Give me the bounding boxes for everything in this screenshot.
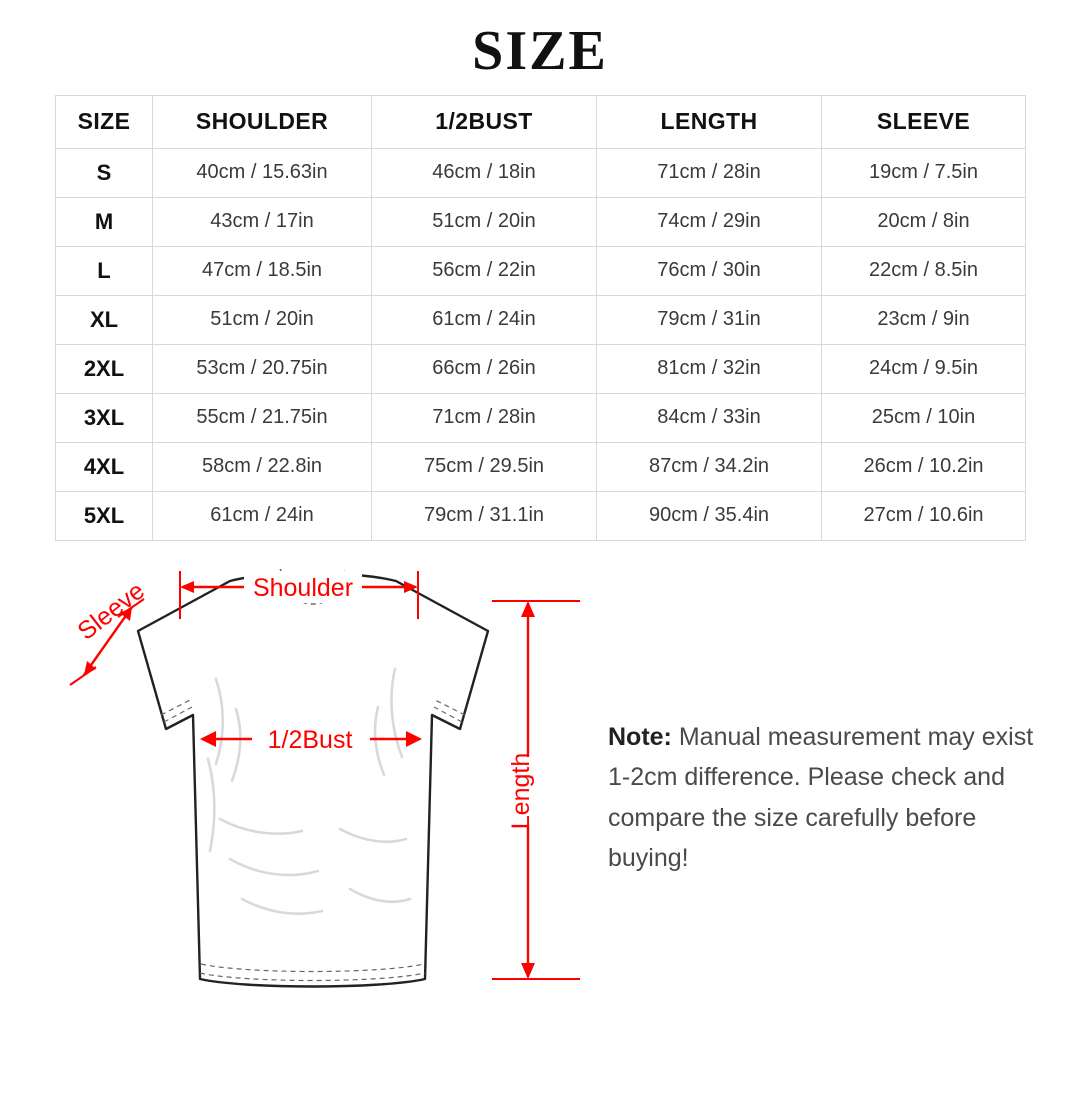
table-row — [56, 442, 1026, 491]
cell-shoulder: 58cm / 22.8in — [153, 442, 372, 491]
column-header-sleeve: SLEEVE — [822, 95, 1026, 148]
table-row — [56, 148, 1026, 197]
cell-shoulder: 53cm / 20.75in — [153, 344, 372, 393]
table-row — [56, 393, 1026, 442]
measurement-guide-section — [0, 559, 1080, 1069]
cell-shoulder: 55cm / 21.75in — [153, 393, 372, 442]
note-text: Manual measurement may exist 1-2cm difference. Please check and compare the size carefully before buying! — [608, 722, 1034, 873]
cell-bust: 46cm / 18in — [372, 148, 597, 197]
table-row — [56, 491, 1026, 540]
tshirt-illustration — [138, 569, 488, 987]
cell-length: 90cm / 35.4in — [597, 491, 822, 540]
table-row — [56, 197, 1026, 246]
cell-length: 84cm / 33in — [597, 393, 822, 442]
cell-shoulder: 47cm / 18.5in — [153, 246, 372, 295]
cell-size: 4XL — [56, 442, 153, 491]
cell-size: L — [56, 246, 153, 295]
length-measure-annotation — [492, 601, 580, 979]
cell-bust: 61cm / 24in — [372, 295, 597, 344]
cell-size: 5XL — [56, 491, 153, 540]
cell-shoulder: 43cm / 17in — [153, 197, 372, 246]
cell-sleeve: 19cm / 7.5in — [822, 148, 1026, 197]
cell-size: XL — [56, 295, 153, 344]
cell-sleeve: 20cm / 8in — [822, 197, 1026, 246]
column-header-bust: 1/2BUST — [372, 95, 597, 148]
table-header-row — [56, 95, 1026, 148]
table-row — [56, 295, 1026, 344]
cell-bust: 56cm / 22in — [372, 246, 597, 295]
cell-bust: 75cm / 29.5in — [372, 442, 597, 491]
cell-size: S — [56, 148, 153, 197]
cell-shoulder: 51cm / 20in — [153, 295, 372, 344]
cell-sleeve: 22cm / 8.5in — [822, 246, 1026, 295]
cell-bust: 51cm / 20in — [372, 197, 597, 246]
column-header-size: SIZE — [56, 95, 153, 148]
size-table-container — [55, 95, 1025, 541]
note-block — [608, 717, 1038, 879]
sleeve-label: Sleeve — [72, 576, 150, 646]
cell-shoulder: 40cm / 15.63in — [153, 148, 372, 197]
cell-length: 71cm / 28in — [597, 148, 822, 197]
page-title: SIZE — [472, 20, 608, 82]
cell-length: 87cm / 34.2in — [597, 442, 822, 491]
cell-sleeve: 27cm / 10.6in — [822, 491, 1026, 540]
shoulder-label: Shoulder — [252, 573, 354, 602]
cell-length: 76cm / 30in — [597, 246, 822, 295]
length-label: Length — [507, 752, 535, 830]
column-header-shoulder: SHOULDER — [153, 95, 372, 148]
cell-length: 81cm / 32in — [597, 344, 822, 393]
cell-length: 79cm / 31in — [597, 295, 822, 344]
table-row — [56, 344, 1026, 393]
cell-bust: 79cm / 31.1in — [372, 491, 597, 540]
column-header-length: LENGTH — [597, 95, 822, 148]
cell-size: M — [56, 197, 153, 246]
cell-size: 3XL — [56, 393, 153, 442]
cell-sleeve: 25cm / 10in — [822, 393, 1026, 442]
note-label: Note: — [608, 722, 672, 751]
cell-size: 2XL — [56, 344, 153, 393]
tshirt-measurement-diagram — [40, 559, 620, 1059]
cell-bust: 66cm / 26in — [372, 344, 597, 393]
table-row — [56, 246, 1026, 295]
cell-sleeve: 24cm / 9.5in — [822, 344, 1026, 393]
cell-length: 74cm / 29in — [597, 197, 822, 246]
cell-shoulder: 61cm / 24in — [153, 491, 372, 540]
size-chart-table — [55, 95, 1026, 541]
cell-bust: 71cm / 28in — [372, 393, 597, 442]
bust-label: 1/2Bust — [267, 725, 353, 754]
cell-sleeve: 23cm / 9in — [822, 295, 1026, 344]
cell-sleeve: 26cm / 10.2in — [822, 442, 1026, 491]
